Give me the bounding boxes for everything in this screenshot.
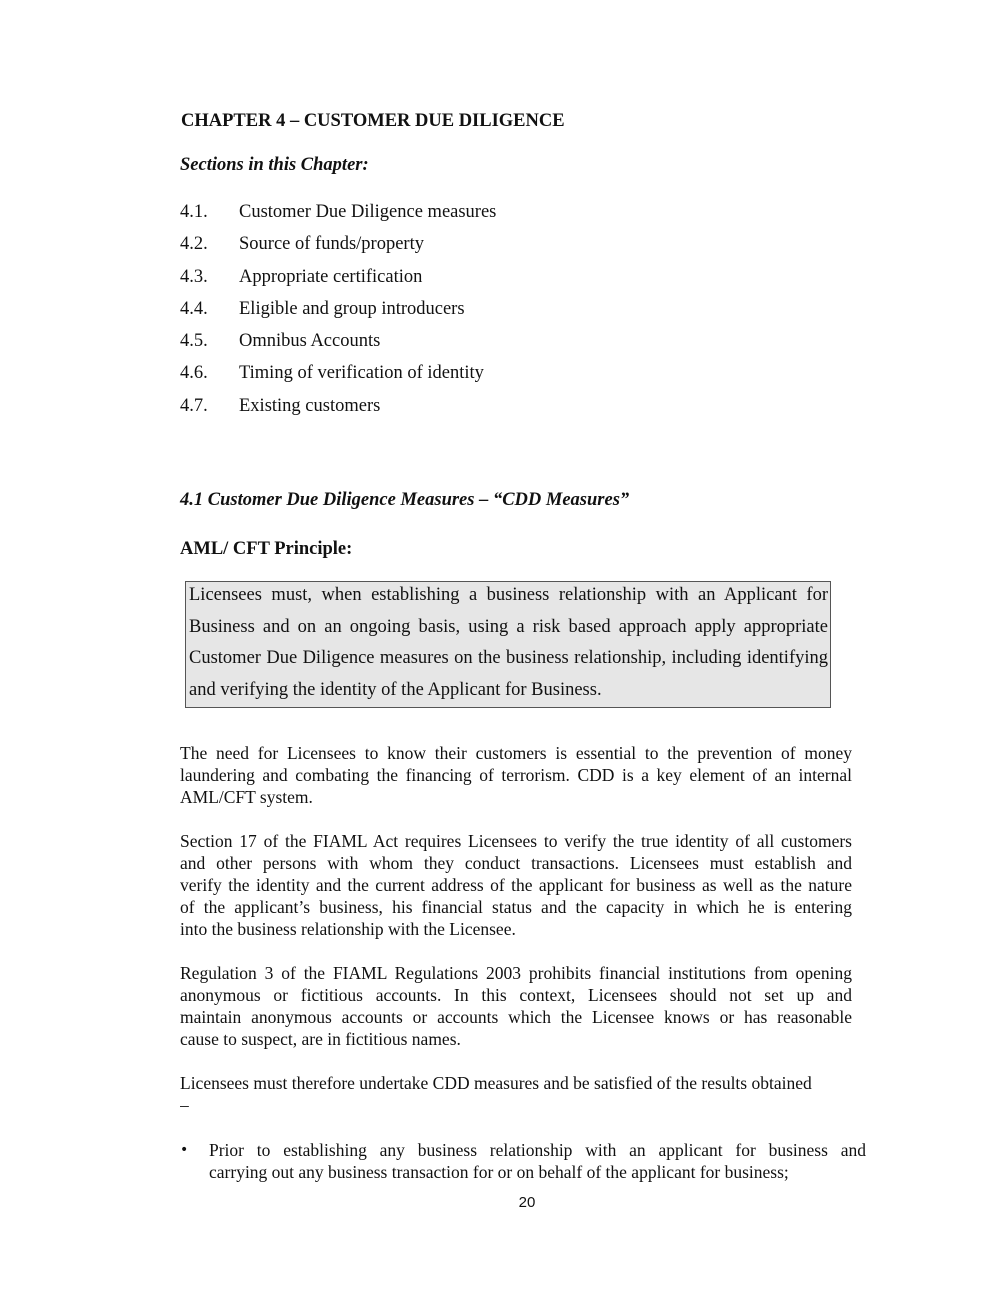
paragraph-line: anonymous or fictitious accounts. In this context, Licensees should not set up and — [180, 985, 852, 1005]
bullet-icon: • — [180, 1142, 189, 1158]
section-list-item — [180, 267, 496, 299]
paragraph-line: Licensees must therefore undertake CDD measures and be satisfied of the results obtained — [180, 1073, 812, 1093]
principle-line: Business and on an ongoing basis, using a risk based approach apply appropriate — [189, 616, 828, 637]
bullet-line: carrying out any business transaction for or on behalf of the applicant for business; — [209, 1162, 789, 1182]
paragraph-line: AML/CFT system. — [180, 787, 313, 807]
paragraph-undertake-cdd — [180, 1072, 852, 1116]
principle-line: Licensees must, when establishing a business relationship with an Applicant for — [189, 585, 828, 605]
section-list — [180, 202, 496, 428]
paragraph-line: – — [180, 1095, 189, 1115]
section-label: Omnibus Accounts — [239, 331, 381, 352]
section-number: 4.3. — [180, 266, 208, 287]
section-label: Timing of verification of identity — [239, 363, 484, 384]
principle-box — [185, 581, 831, 708]
paragraph-line: Regulation 3 of the FIAML Regulations 2003 prohibits financial institutions from opening — [180, 963, 852, 983]
section-label: Source of funds/property — [239, 234, 424, 255]
paragraph-line: verify the identity and the current address of the applicant for business as well as the nature — [180, 875, 852, 895]
section-number: 4.7. — [180, 395, 208, 416]
paragraph-line: cause to suspect, are in fictitious names. — [180, 1029, 461, 1049]
paragraph-section-17 — [180, 830, 852, 940]
sections-heading: Sections in this Chapter: — [180, 155, 369, 175]
section-heading: 4.1 Customer Due Diligence Measures – “CDD Measures” — [180, 490, 630, 510]
paragraph-line: into the business relationship with the Licensee. — [180, 919, 516, 939]
paragraph-line: laundering and combating the financing of terrorism. CDD is a key element of an internal — [180, 765, 852, 785]
section-label: Existing customers — [239, 395, 381, 416]
section-label: Customer Due Diligence measures — [239, 202, 497, 222]
paragraph-line: The need for Licensees to know their customers is essential to the prevention of money — [180, 743, 852, 763]
bullet-text — [209, 1139, 866, 1183]
section-label: Eligible and group introducers — [239, 298, 465, 319]
section-number: 4.6. — [180, 363, 208, 384]
paragraph-line: and other persons with whom they conduct transactions. Licensees must establish and — [180, 853, 852, 873]
section-list-item — [180, 396, 496, 428]
paragraph-line: of the applicant’s business, his financial status and the capacity in which he is entering — [180, 897, 852, 917]
paragraph-line: maintain anonymous accounts or accounts which the Licensee knows or has reasonable — [180, 1007, 852, 1027]
chapter-title: CHAPTER 4 – CUSTOMER DUE DILIGENCE — [181, 111, 565, 131]
principle-line: Customer Due Diligence measures on the business relationship, including identifying — [189, 648, 828, 669]
section-list-item — [180, 234, 496, 266]
bullet-line: Prior to establishing any business relationship with an applicant for business and — [209, 1140, 866, 1160]
section-number: 4.1. — [180, 202, 208, 222]
section-number: 4.5. — [180, 331, 208, 352]
principle-line: and verifying the identity of the Applicant for Business. — [189, 679, 602, 700]
section-number: 4.4. — [180, 298, 208, 319]
section-number: 4.2. — [180, 234, 208, 255]
principle-heading: AML/ CFT Principle: — [180, 539, 353, 559]
section-list-item — [180, 299, 496, 331]
section-label: Appropriate certification — [239, 266, 423, 287]
section-list-item — [180, 331, 496, 363]
section-list-item — [180, 363, 496, 395]
section-list-item — [180, 202, 496, 234]
page-number: 20 — [518, 1194, 536, 1211]
paragraph-cdd-importance — [180, 742, 852, 808]
paragraph-line: Section 17 of the FIAML Act requires Licensees to verify the true identity of all customers — [180, 831, 852, 851]
paragraph-regulation-3 — [180, 962, 852, 1050]
